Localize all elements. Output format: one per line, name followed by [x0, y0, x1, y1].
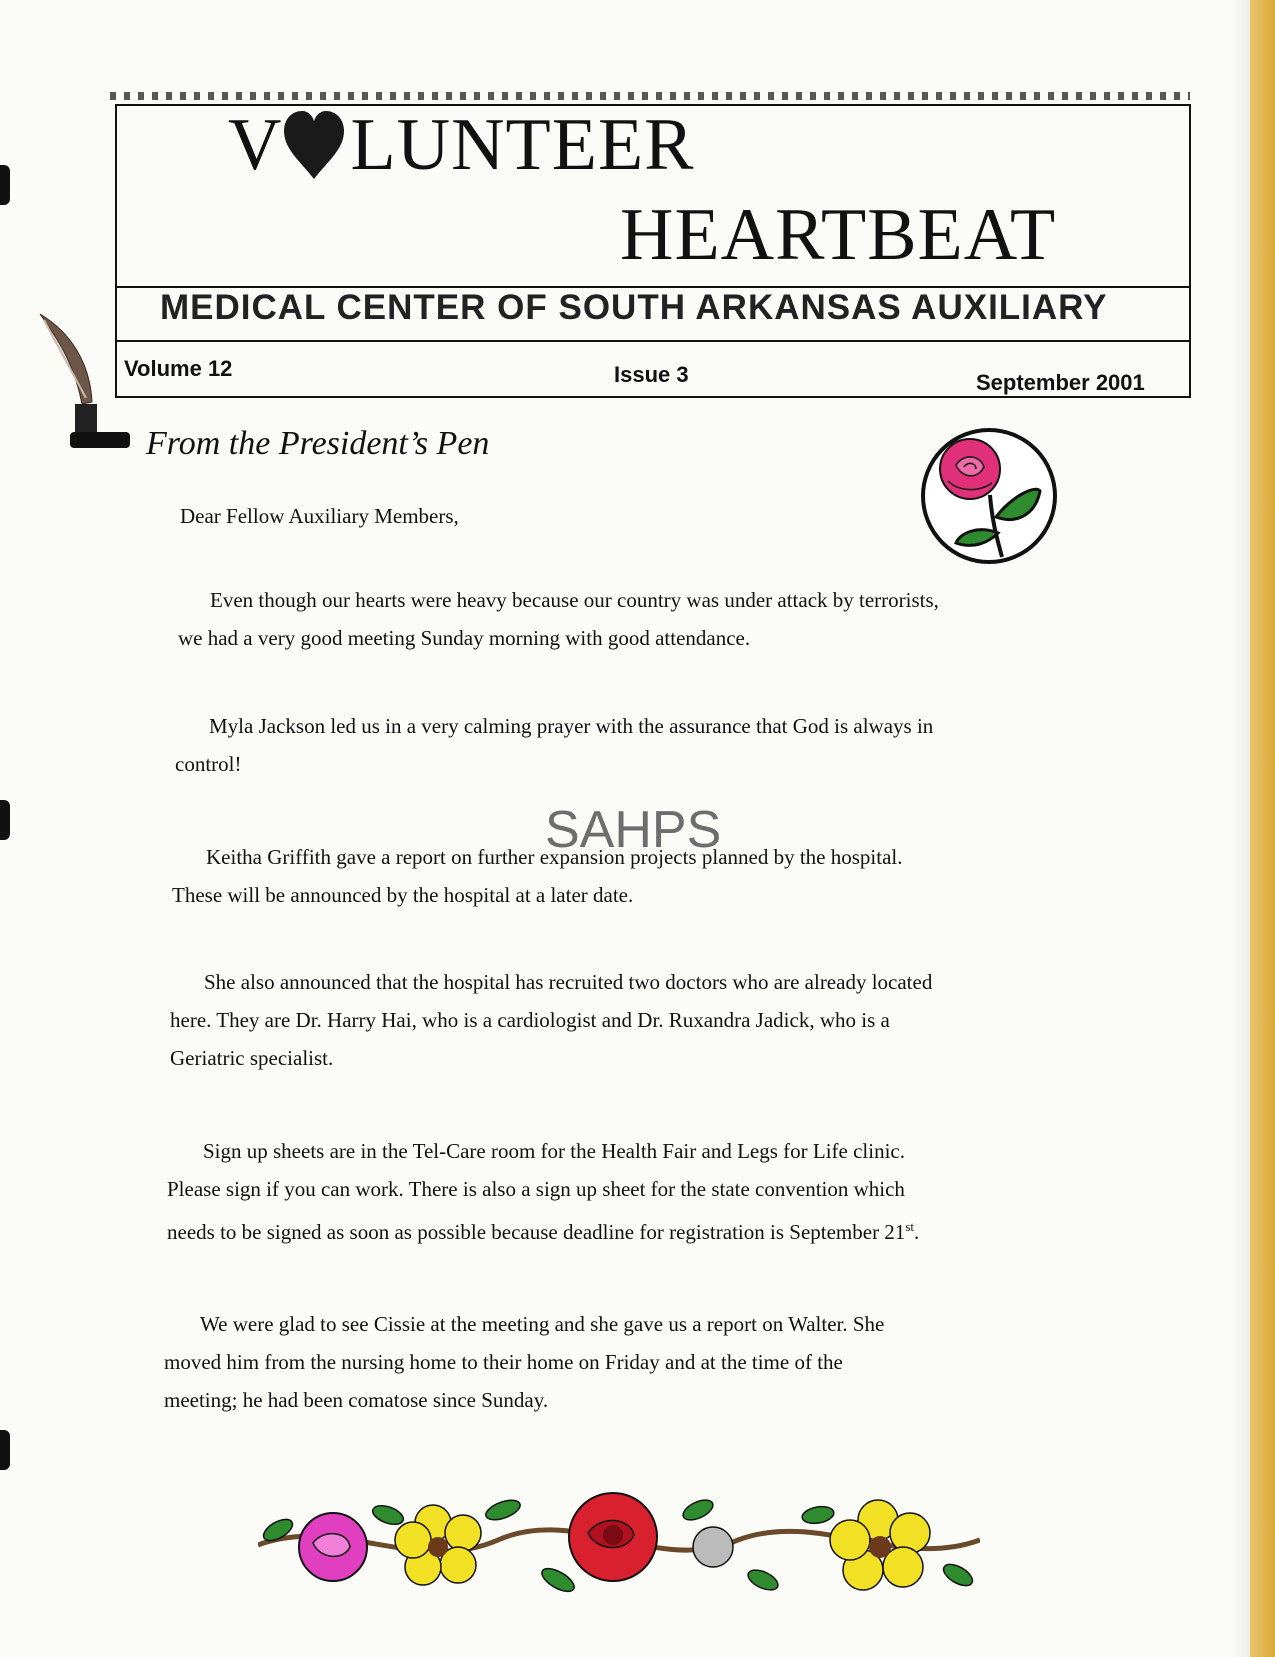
text-line: Geriatric specialist. — [170, 1046, 334, 1070]
text-line: Keitha Griffith gave a report on further expansion projects planned by the hospital. — [206, 845, 903, 869]
paragraph-2 — [175, 707, 933, 783]
text-line: Sign up sheets are in the Tel-Care room for the Health Fair and Legs for Life clinic. — [203, 1139, 906, 1163]
issue-label: Issue 3 — [614, 362, 689, 387]
text-line: Even though our hearts were heavy because our country was under attack by terrorists, — [210, 588, 939, 612]
end-punctuation: . — [913, 1220, 920, 1244]
ordinal-suffix: st — [905, 1219, 914, 1234]
text-line: meeting; he had been comatose since Sunday. — [164, 1388, 549, 1412]
text-line: Please sign if you can work. There is also a sign up sheet for the state convention which — [167, 1177, 905, 1201]
text-line — [167, 1208, 919, 1251]
text-line: Myla Jackson led us in a very calming prayer with the assurance that God is always in — [209, 714, 934, 738]
newsletter-title-line1 — [228, 104, 695, 186]
salutation: Dear Fellow Auxiliary Members, — [180, 504, 459, 528]
page-edge-shadow — [1232, 0, 1250, 1657]
page-edge — [1250, 0, 1275, 1657]
text-line: These will be announced by the hospital at a later date. — [172, 883, 634, 907]
binder-hole — [0, 165, 10, 205]
text-line: we had a very good meeting Sunday morning with good attendance. — [178, 626, 751, 650]
newsletter-title-line2: HEARTBEAT — [620, 194, 1057, 276]
organization-name: MEDICAL CENTER OF SOUTH ARKANSAS AUXILIARY — [160, 288, 1108, 327]
paragraph-1 — [178, 581, 939, 657]
title-prefix: V — [228, 104, 283, 186]
section-heading: From the President’s Pen — [146, 425, 490, 462]
paragraph-3 — [172, 838, 903, 914]
title-suffix: LUNTEER — [350, 104, 695, 186]
quill-pen-icon — [30, 312, 130, 457]
rose-icon — [918, 425, 1060, 567]
watermark: SAHPS — [545, 801, 722, 859]
binder-hole — [0, 1430, 10, 1470]
text-line: moved him from the nursing home to their home on Friday and at the time of the — [164, 1350, 843, 1374]
text-line: control! — [175, 752, 242, 776]
masthead-wavy-edge — [110, 92, 1190, 100]
paragraph-5 — [167, 1132, 919, 1251]
volume-label: Volume 12 — [124, 356, 233, 381]
date-label: September 2001 — [976, 370, 1145, 395]
text-line: We were glad to see Cissie at the meeting and she gave us a report on Walter. She — [200, 1312, 885, 1336]
heart-icon — [282, 109, 346, 181]
text-line: here. They are Dr. Harry Hai, who is a cardiologist and Dr. Ruxandra Jadick, who is a — [170, 1008, 890, 1032]
paragraph-4 — [170, 963, 932, 1077]
text-line: She also announced that the hospital has recruited two doctors who are already located — [204, 970, 933, 994]
text-line-main: needs to be signed as soon as possible because deadline for registration is September 21 — [167, 1220, 906, 1244]
paragraph-6 — [164, 1305, 884, 1419]
floral-border — [258, 1485, 980, 1595]
binder-hole — [0, 800, 10, 840]
